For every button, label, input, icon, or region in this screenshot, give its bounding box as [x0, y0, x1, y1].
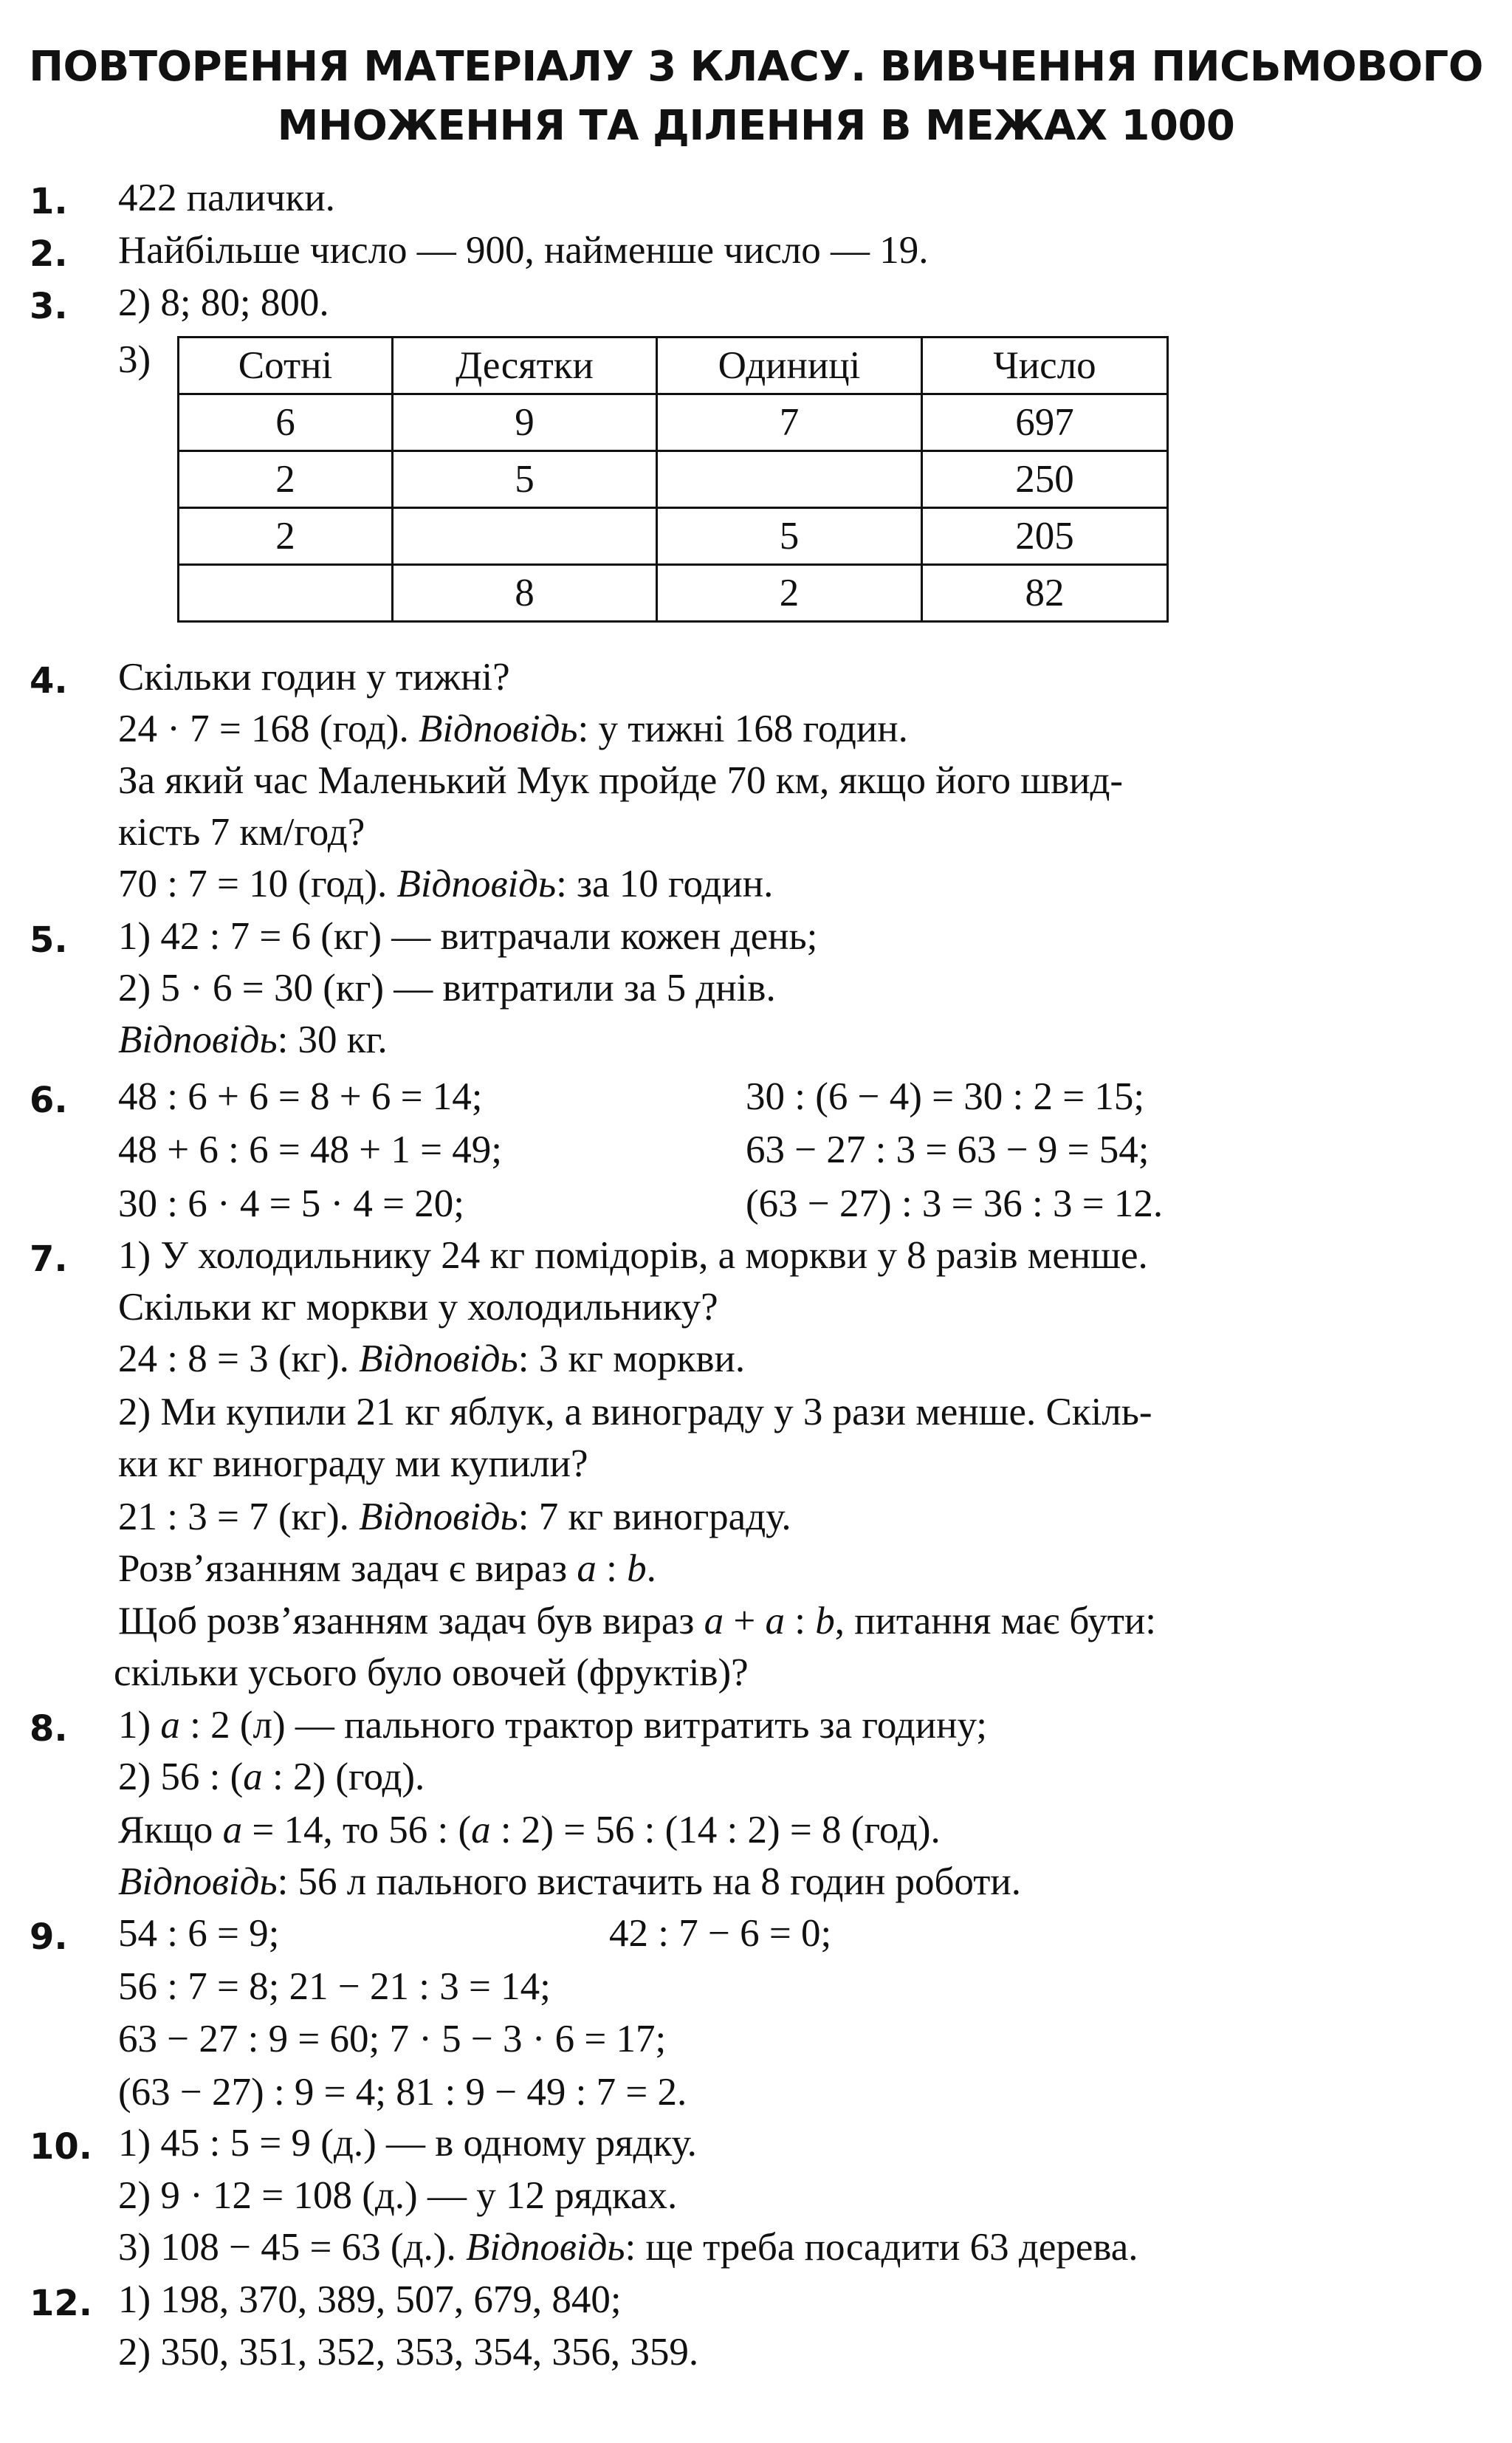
- table-cell: [657, 451, 922, 508]
- table-cell: 8: [393, 565, 657, 622]
- answer-number-9: 9.: [30, 1916, 68, 1958]
- answer-10-line-3: [118, 2225, 1138, 2269]
- answer-number-8: 8.: [30, 1708, 68, 1750]
- answer-7-line-5: ки кг винограду ми купили?: [118, 1442, 588, 1485]
- answer-text: : 3 кг моркви.: [518, 1337, 746, 1380]
- answer-6-line-3-right: (63 − 27) : 3 = 36 : 3 = 12.: [746, 1182, 1164, 1225]
- answer-6-line-2-right: 63 − 27 : 3 = 63 − 9 = 54;: [746, 1128, 1150, 1171]
- answer-label: Відповідь: [465, 2226, 625, 2269]
- table-cell: [393, 508, 657, 565]
- answer-label: Відповідь: [396, 863, 557, 905]
- answer-9-line-1-right: 42 : 7 − 6 = 0;: [609, 1912, 832, 1955]
- punctuation: .: [646, 1547, 656, 1590]
- answer-5-line-2: 2) 5 · 6 = 30 (кг) — витратили за 5 днів.: [118, 967, 776, 1010]
- answer-number-1: 1.: [30, 181, 68, 222]
- table-row: [179, 565, 1168, 622]
- answer-8-line-4: [118, 1860, 1021, 1904]
- text: = 14, то 56 : (: [242, 1809, 472, 1851]
- variable-a: a: [471, 1809, 491, 1851]
- answer-7-line-2: Скільки кг моркви у холодильнику?: [118, 1286, 718, 1329]
- answer-number-12: 12.: [30, 2283, 93, 2324]
- answer-label: Відповідь: [418, 707, 578, 750]
- answer-text: : за 10 годин.: [556, 863, 774, 905]
- answer-4-line-5: [118, 862, 773, 906]
- answer-text: : 30 кг.: [277, 1018, 388, 1061]
- answer-1-text: 422 палички.: [118, 177, 335, 219]
- table-cell: 697: [922, 394, 1168, 451]
- answer-text: : 56 л пального вистачить на 8 годин роботи.: [277, 1860, 1021, 1903]
- text: Щоб розв’язанням задач був вираз: [118, 1600, 704, 1642]
- answer-4-line-1: Скільки годин у тижні?: [118, 656, 510, 699]
- answer-5-line-3: [118, 1018, 388, 1062]
- table-header-cell: Сотні: [179, 338, 393, 394]
- answer-label: Відповідь: [359, 1337, 518, 1380]
- table-cell: 6: [179, 394, 393, 451]
- table-cell: 250: [922, 451, 1168, 508]
- text: 2) 56 : (: [118, 1755, 244, 1798]
- answer-7-line-4: 2) Ми купили 21 кг яблук, а винограду у 3 рази менше. Скіль-: [118, 1391, 1152, 1433]
- answer-6-line-1-left: 48 : 6 + 6 = 8 + 6 = 14;: [118, 1075, 483, 1118]
- answer-7-line-3: [118, 1337, 745, 1381]
- variable-a: a: [765, 1600, 785, 1642]
- table-header-cell: Число: [922, 338, 1168, 394]
- expression: 24 : 8 = 3 (кг).: [118, 1337, 360, 1380]
- page-title-line-1: ПОВТОРЕННЯ МАТЕРІАЛУ 3 КЛАСУ. ВИВЧЕННЯ ПИСЬМОВОГО: [29, 43, 1483, 91]
- answer-10-line-1: 1) 45 : 5 = 9 (д.) — в одному рядку.: [118, 2122, 697, 2165]
- operator: :: [784, 1600, 816, 1642]
- answer-text: : у тижні 168 годин.: [577, 707, 908, 750]
- answer-label: Відповідь: [118, 1860, 278, 1903]
- variable-a: a: [243, 1755, 263, 1798]
- answer-4-line-3: За який час Маленький Мук пройде 70 км, якщо його швид-: [118, 759, 1124, 802]
- answer-number-10: 10.: [30, 2126, 93, 2168]
- answer-9-line-4: (63 − 27) : 9 = 4; 81 : 9 − 49 : 7 = 2.: [118, 2071, 687, 2114]
- expression: 3) 108 − 45 = 63 (д.).: [118, 2226, 466, 2269]
- answer-number-3: 3.: [30, 286, 68, 327]
- answer-7-line-1: 1) У холодильнику 24 кг помідорів, а моркви у 8 разів менше.: [118, 1234, 1148, 1277]
- answer-7-line-9: скільки усього було овочей (фруктів)?: [114, 1651, 749, 1694]
- variable-a: a: [222, 1809, 243, 1851]
- text: 1): [118, 1704, 161, 1747]
- table-cell: 5: [657, 508, 922, 565]
- table-header-cell: Десятки: [393, 338, 657, 394]
- table-cell: 205: [922, 508, 1168, 565]
- answer-10-line-2: 2) 9 · 12 = 108 (д.) — у 12 рядках.: [118, 2174, 678, 2217]
- table-cell: 9: [393, 394, 657, 451]
- table-header-cell: Одиниці: [657, 338, 922, 394]
- answer-label: Відповідь: [359, 1495, 518, 1538]
- variable-b: b: [627, 1547, 647, 1590]
- answer-9-line-3: 63 − 27 : 9 = 60; 7 · 5 − 3 · 6 = 17;: [118, 2018, 667, 2060]
- answer-8-line-1: [118, 1703, 987, 1747]
- table-cell: [179, 565, 393, 622]
- answer-3-table-label: 3): [118, 338, 151, 381]
- page-title-line-2: МНОЖЕННЯ ТА ДІЛЕННЯ В МЕЖАХ 1000: [277, 102, 1235, 150]
- answer-3-line-1: 2) 8; 80; 800.: [118, 281, 329, 324]
- answer-5-line-1: 1) 42 : 7 = 6 (кг) — витрачали кожен день;: [118, 915, 818, 958]
- answer-number-5: 5.: [30, 919, 68, 961]
- answer-9-line-2: 56 : 7 = 8; 21 − 21 : 3 = 14;: [118, 1965, 551, 2008]
- variable-a: a: [704, 1600, 724, 1642]
- table-row: [179, 394, 1168, 451]
- text: Розв’язанням задач є вираз: [118, 1547, 577, 1590]
- answer-9-line-1-left: 54 : 6 = 9;: [118, 1912, 280, 1955]
- expression: 70 : 7 = 10 (год).: [118, 863, 397, 905]
- answer-6-line-1-right: 30 : (6 − 4) = 30 : 2 = 15;: [746, 1075, 1145, 1118]
- text: : 2) = 56 : (14 : 2) = 8 (год).: [490, 1809, 941, 1851]
- answer-text: : ще треба посадити 63 дерева.: [625, 2226, 1138, 2269]
- table-header-row: [179, 338, 1168, 394]
- expression: 21 : 3 = 7 (кг).: [118, 1495, 360, 1538]
- answer-8-line-2: [118, 1755, 425, 1799]
- answer-7-line-7: [118, 1546, 656, 1591]
- answer-2-text: Найбільше число — 900, найменше число — 19.: [118, 229, 929, 272]
- answer-12-line-1: 1) 198, 370, 389, 507, 679, 840;: [118, 2278, 622, 2321]
- text: , питання має бути:: [834, 1600, 1157, 1642]
- answer-4-line-4: кість 7 км/год?: [118, 811, 365, 854]
- variable-b: b: [815, 1600, 835, 1642]
- answer-6-line-2-left: 48 + 6 : 6 = 48 + 1 = 49;: [118, 1128, 503, 1171]
- answer-number-4: 4.: [30, 660, 68, 702]
- answer-7-line-6: [118, 1495, 791, 1539]
- variable-a: a: [577, 1547, 597, 1590]
- expression: 24 · 7 = 168 (год).: [118, 707, 419, 750]
- answer-6-line-3-left: 30 : 6 · 4 = 5 · 4 = 20;: [118, 1182, 465, 1225]
- place-value-table: [177, 336, 1169, 623]
- table-cell: 2: [179, 508, 393, 565]
- answer-label: Відповідь: [118, 1018, 278, 1061]
- variable-a: a: [160, 1704, 180, 1747]
- table-row: [179, 451, 1168, 508]
- table-cell: 2: [179, 451, 393, 508]
- operator: +: [724, 1600, 766, 1642]
- answer-text: : 7 кг винограду.: [518, 1495, 791, 1538]
- text: : 2) (год).: [262, 1755, 425, 1798]
- answer-number-6: 6.: [30, 1080, 68, 1121]
- text: Якщо: [118, 1809, 223, 1851]
- table-cell: 7: [657, 394, 922, 451]
- table-cell: 2: [657, 565, 922, 622]
- table-cell: 5: [393, 451, 657, 508]
- text: : 2 (л) — пального трактор витратить за годину;: [179, 1704, 988, 1747]
- answer-number-2: 2.: [30, 233, 68, 275]
- answer-7-line-8: [118, 1599, 1156, 1643]
- answer-number-7: 7.: [30, 1238, 68, 1280]
- table-row: [179, 508, 1168, 565]
- table-cell: 82: [922, 565, 1168, 622]
- answer-12-line-2: 2) 350, 351, 352, 353, 354, 356, 359.: [118, 2331, 699, 2374]
- operator: :: [596, 1547, 628, 1590]
- answer-8-line-3: [118, 1808, 941, 1852]
- answer-4-line-2: [118, 707, 908, 751]
